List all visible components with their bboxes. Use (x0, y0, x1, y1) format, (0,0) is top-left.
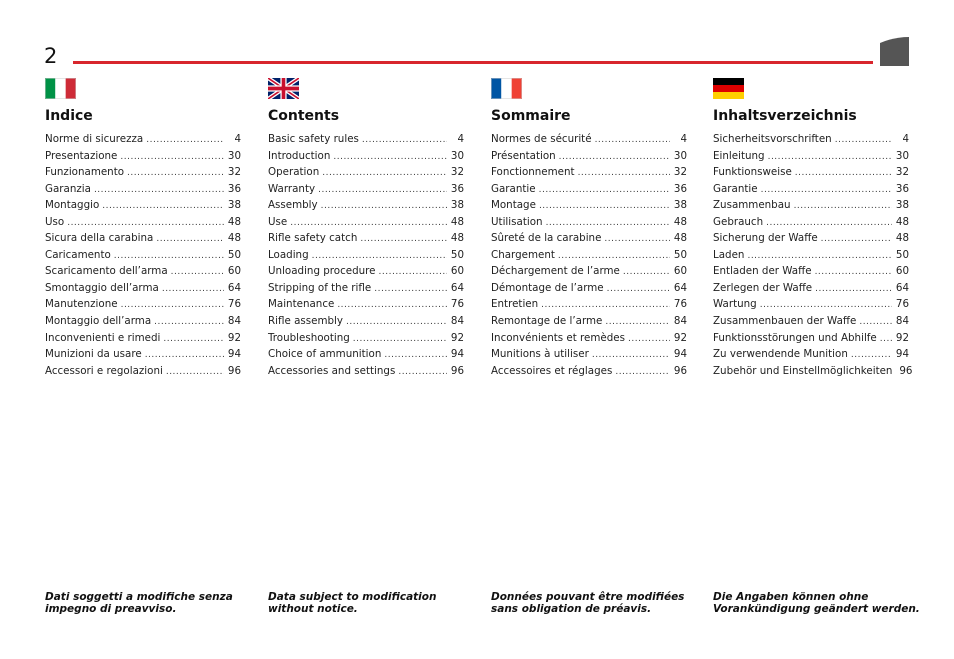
toc-dot-leader (766, 218, 892, 228)
toc-entry (491, 332, 687, 349)
toc-entry (491, 265, 687, 282)
toc-entry-page: 48 (450, 215, 464, 228)
toc-entry-title: Smontaggio dell’arma (45, 281, 159, 294)
toc-entry-page: 38 (673, 199, 687, 212)
toc-entry-page: 84 (450, 315, 464, 328)
toc-list (713, 133, 913, 381)
toc-entry-page: 76 (673, 298, 687, 311)
toc-entry (713, 166, 909, 183)
toc-entry-title: Montage (491, 199, 536, 212)
disclaimer-note-italian: Dati soggetti a modifiche senza impegno di preavviso. (45, 591, 233, 615)
toc-dot-leader (815, 267, 892, 277)
toc-entry (491, 348, 687, 365)
toc-entry-page: 30 (895, 149, 909, 162)
toc-entry-title: Zusammenbauen der Waffe (713, 315, 857, 328)
toc-dot-leader (333, 152, 447, 162)
toc-dot-leader (539, 201, 670, 211)
toc-entry (45, 249, 241, 266)
toc-dot-leader (94, 185, 224, 195)
toc-entry-page: 92 (895, 331, 909, 344)
toc-entry (45, 199, 241, 216)
toc-entry-title: Use (268, 215, 288, 228)
toc-entry (491, 232, 687, 249)
toc-entry-page: 50 (895, 248, 909, 261)
toc-entry (713, 199, 909, 216)
toc-entry-title: Accessoires et réglages (491, 364, 613, 377)
toc-dot-leader (102, 201, 224, 211)
toc-entry-title: Norme di sicurezza (45, 133, 144, 145)
toc-entry-page: 64 (895, 281, 909, 294)
toc-heading: Sommaire (491, 108, 571, 124)
toc-entry-title: Montaggio (45, 199, 100, 212)
toc-dot-leader (398, 367, 447, 377)
toc-dot-leader (578, 168, 670, 178)
toc-entry-title: Zerlegen der Waffe (713, 281, 813, 294)
toc-entry-page: 94 (673, 348, 687, 361)
toc-entry-title: Operation (268, 166, 320, 179)
toc-dot-leader (156, 234, 224, 244)
toc-dot-leader (760, 300, 892, 310)
toc-entry-page: 38 (450, 199, 464, 212)
toc-entry-title: Zu verwendende Munition (713, 348, 848, 361)
page-number: 2 (44, 44, 58, 68)
toc-entry (491, 166, 687, 183)
toc-entry (713, 265, 909, 282)
toc-entry-title: Remontage de l’arme (491, 315, 603, 328)
toc-entry-title: Accessori e regolazioni (45, 364, 163, 377)
toc-entry-page: 38 (227, 199, 241, 212)
toc-dot-leader (592, 350, 670, 360)
toc-dot-leader (171, 267, 224, 277)
uk-flag-icon (268, 78, 299, 99)
toc-entry-page: 36 (227, 182, 241, 195)
toc-dot-leader (546, 218, 670, 228)
toc-dot-leader (795, 168, 892, 178)
toc-entry (491, 199, 687, 216)
toc-entry-page: 30 (673, 149, 687, 162)
toc-entry-title: Garanzia (45, 182, 91, 195)
germany-flag-icon (713, 78, 744, 99)
toc-column-french (491, 78, 687, 381)
toc-entry-title: Gebrauch (713, 215, 764, 228)
toc-entry-title: Stripping of the rifle (268, 281, 372, 294)
toc-dot-leader (821, 234, 892, 244)
corner-tab-icon (880, 37, 909, 66)
toc-entry-title: Garantie (713, 182, 758, 195)
toc-entry-title: Funktionsweise (713, 166, 792, 179)
toc-dot-leader (145, 350, 224, 360)
toc-dot-leader (67, 218, 224, 228)
toc-entry (491, 282, 687, 299)
toc-entry-page: 50 (227, 248, 241, 261)
toc-column-german (713, 78, 913, 381)
toc-entry-title: Troubleshooting (268, 331, 350, 344)
toc-entry (491, 216, 687, 233)
toc-entry (491, 150, 687, 167)
toc-entry-page: 92 (673, 331, 687, 344)
toc-entry-title: Manutenzione (45, 298, 118, 311)
toc-entry (45, 365, 241, 382)
toc-entry (713, 232, 909, 249)
toc-entry (713, 332, 909, 349)
toc-entry-title: Basic safety rules (268, 133, 359, 145)
toc-entry-page: 64 (227, 281, 241, 294)
toc-dot-leader (747, 251, 892, 261)
toc-entry-title: Démontage de l’arme (491, 281, 604, 294)
toc-entry-page: 30 (450, 149, 464, 162)
toc-dot-leader (346, 317, 447, 327)
toc-entry-page: 48 (227, 232, 241, 245)
toc-entry (491, 183, 687, 200)
toc-entry-title: Fonctionnement (491, 166, 575, 179)
toc-entry (268, 298, 464, 315)
toc-entry-title: Wartung (713, 298, 757, 311)
toc-entry-title: Zubehör und Einstellmöglichkeiten (713, 364, 893, 377)
toc-entry-page: 84 (227, 315, 241, 328)
toc-entry-page: 96 (899, 364, 913, 377)
toc-entry-title: Rifle assembly (268, 315, 344, 328)
toc-entry-page: 76 (227, 298, 241, 311)
toc-dot-leader (607, 284, 670, 294)
toc-entry-page: 50 (450, 248, 464, 261)
toc-entry (268, 332, 464, 349)
toc-column-english (268, 78, 464, 381)
toc-entry-page: 48 (227, 215, 241, 228)
toc-list (45, 133, 241, 381)
toc-entry (45, 216, 241, 233)
toc-entry-page: 60 (895, 265, 909, 278)
toc-entry (268, 315, 464, 332)
toc-entry-page: 36 (895, 182, 909, 195)
toc-entry-title: Entladen der Waffe (713, 265, 812, 278)
toc-entry-page: 48 (673, 215, 687, 228)
toc-dot-leader (121, 300, 224, 310)
toc-entry (45, 133, 241, 150)
toc-entry-page: 92 (227, 331, 241, 344)
toc-entry (45, 150, 241, 167)
toc-dot-leader (322, 168, 447, 178)
toc-entry-title: Sicura della carabina (45, 232, 154, 245)
toc-entry-title: Munizioni da usare (45, 348, 142, 361)
toc-entry-page: 32 (450, 166, 464, 179)
toc-dot-leader (384, 350, 447, 360)
toc-dot-leader (539, 185, 670, 195)
toc-dot-leader (761, 185, 892, 195)
toc-entry-page: 96 (673, 364, 687, 377)
toc-entry (268, 365, 464, 382)
toc-entry-title: Normes de sécurité (491, 133, 592, 145)
toc-entry-page: 94 (450, 348, 464, 361)
toc-entry (45, 183, 241, 200)
toc-dot-leader (337, 300, 447, 310)
toc-dot-leader (120, 152, 224, 162)
toc-dot-leader (859, 317, 892, 327)
toc-entry-page: 4 (457, 133, 464, 145)
toc-entry (45, 232, 241, 249)
toc-entry-title: Loading (268, 248, 309, 261)
toc-entry (45, 265, 241, 282)
toc-dot-leader (595, 135, 670, 145)
disclaimer-note-english: Data subject to modification without notice. (268, 591, 437, 615)
toc-dot-leader (768, 152, 892, 162)
toc-dot-leader (162, 284, 224, 294)
toc-entry-page: 84 (895, 315, 909, 328)
toc-dot-leader (362, 135, 447, 145)
toc-entry-page: 36 (450, 182, 464, 195)
toc-entry-page: 48 (450, 232, 464, 245)
toc-entry-page: 32 (227, 166, 241, 179)
toc-entry-page: 76 (450, 298, 464, 311)
toc-entry (491, 365, 687, 382)
toc-dot-leader (604, 234, 670, 244)
toc-entry-title: Choice of ammunition (268, 348, 382, 361)
toc-dot-leader (321, 201, 447, 211)
toc-entry-title: Inconvenienti e rimedi (45, 331, 161, 344)
toc-entry-title: Rifle safety catch (268, 232, 358, 245)
toc-entry (713, 364, 913, 382)
toc-dot-leader (290, 218, 447, 228)
toc-heading: Indice (45, 108, 93, 124)
toc-entry (268, 199, 464, 216)
toc-dot-leader (127, 168, 224, 178)
toc-dot-leader (815, 284, 892, 294)
toc-dot-leader (880, 334, 892, 344)
toc-entry-title: Funktionsstörungen und Abhilfe (713, 331, 877, 344)
toc-entry-title: Unloading procedure (268, 265, 376, 278)
toc-entry (491, 315, 687, 332)
toc-entry-title: Accessories and settings (268, 364, 396, 377)
toc-entry-page: 48 (673, 232, 687, 245)
toc-entry-page: 60 (450, 265, 464, 278)
toc-entry-page: 50 (673, 248, 687, 261)
toc-dot-leader (379, 267, 447, 277)
toc-entry-title: Laden (713, 248, 745, 261)
toc-entry-page: 60 (227, 265, 241, 278)
toc-dot-leader (794, 201, 892, 211)
toc-dot-leader (374, 284, 447, 294)
toc-entry (268, 150, 464, 167)
toc-entry (713, 133, 909, 150)
toc-entry (713, 216, 909, 233)
toc-entry-title: Uso (45, 215, 65, 228)
toc-entry-title: Munitions à utiliser (491, 348, 589, 361)
toc-dot-leader (835, 135, 892, 145)
toc-entry-page: 84 (673, 315, 687, 328)
toc-entry-page: 30 (227, 149, 241, 162)
toc-entry-title: Funzionamento (45, 166, 125, 179)
toc-entry (268, 265, 464, 282)
disclaimer-note-german: Die Angaben können ohne Vorankündigung geändert werden. (713, 591, 920, 615)
disclaimer-note-french: Données pouvant être modifiées sans obligation de préavis. (491, 591, 685, 615)
toc-entry-page: 92 (450, 331, 464, 344)
toc-entry-title: Scaricamento dell’arma (45, 265, 168, 278)
toc-entry (268, 133, 464, 150)
toc-entry (713, 150, 909, 167)
toc-entry-title: Assembly (268, 199, 318, 212)
toc-dot-leader (163, 334, 224, 344)
toc-dot-leader (166, 367, 224, 377)
toc-entry (713, 315, 909, 332)
toc-entry-title: Inconvénients et remèdes (491, 331, 625, 344)
toc-entry (268, 183, 464, 200)
toc-heading: Inhaltsverzeichnis (713, 108, 857, 124)
toc-entry-title: Zusammenbau (713, 199, 791, 212)
toc-dot-leader (615, 367, 670, 377)
toc-entry (268, 232, 464, 249)
toc-dot-leader (360, 234, 447, 244)
toc-entry (45, 315, 241, 332)
toc-dot-leader (623, 267, 670, 277)
toc-heading: Contents (268, 108, 340, 124)
toc-entry (268, 216, 464, 233)
toc-entry-title: Caricamento (45, 248, 111, 261)
toc-entry-title: Presentazione (45, 149, 118, 162)
toc-entry (45, 298, 241, 315)
toc-entry-title: Présentation (491, 149, 556, 162)
toc-entry (268, 348, 464, 365)
toc-entry-page: 94 (227, 348, 241, 361)
france-flag-icon (491, 78, 522, 99)
toc-entry-page: 32 (673, 166, 687, 179)
toc-entry (491, 249, 687, 266)
toc-entry-page: 60 (673, 265, 687, 278)
toc-column-italian (45, 78, 241, 381)
toc-entry-title: Sicherung der Waffe (713, 232, 818, 245)
toc-entry-title: Warranty (268, 182, 316, 195)
toc-entry-title: Montaggio dell’arma (45, 315, 152, 328)
toc-entry-title: Introduction (268, 149, 331, 162)
toc-entry (268, 166, 464, 183)
header-rule (73, 61, 873, 64)
toc-dot-leader (146, 135, 224, 145)
toc-entry-page: 48 (895, 215, 909, 228)
toc-entry-page: 36 (673, 182, 687, 195)
toc-dot-leader (318, 185, 447, 195)
toc-entry-page: 76 (895, 298, 909, 311)
toc-entry (45, 332, 241, 349)
toc-entry (45, 166, 241, 183)
toc-entry (713, 348, 909, 365)
toc-entry-page: 64 (673, 281, 687, 294)
toc-entry-title: Garantie (491, 182, 536, 195)
toc-dot-leader (628, 334, 670, 344)
toc-entry-title: Sicherheitsvorschriften (713, 133, 832, 145)
toc-list (268, 133, 464, 381)
toc-entry (268, 249, 464, 266)
toc-dot-leader (541, 300, 670, 310)
toc-entry-title: Maintenance (268, 298, 335, 311)
toc-entry-page: 96 (450, 364, 464, 377)
toc-entry-title: Sûreté de la carabine (491, 232, 602, 245)
toc-entry-page: 38 (895, 199, 909, 212)
toc-dot-leader (353, 334, 447, 344)
toc-entry-page: 96 (227, 364, 241, 377)
toc-dot-leader (851, 350, 892, 360)
toc-entry (491, 133, 687, 150)
toc-entry-title: Utilisation (491, 215, 543, 228)
toc-entry (713, 183, 909, 200)
toc-entry-page: 4 (680, 133, 687, 145)
toc-entry-title: Déchargement de l’arme (491, 265, 620, 278)
toc-entry-title: Entretien (491, 298, 539, 311)
toc-entry (713, 282, 909, 299)
italy-flag-icon (45, 78, 76, 99)
toc-dot-leader (312, 251, 447, 261)
toc-entry (491, 298, 687, 315)
toc-entry-page: 64 (450, 281, 464, 294)
toc-dot-leader (114, 251, 224, 261)
toc-entry-page: 4 (902, 133, 909, 145)
toc-entry (713, 298, 909, 315)
toc-dot-leader (558, 251, 670, 261)
toc-entry (45, 348, 241, 365)
toc-entry (713, 249, 909, 266)
toc-entry-page: 48 (895, 232, 909, 245)
toc-dot-leader (154, 317, 224, 327)
toc-entry-page: 94 (895, 348, 909, 361)
toc-entry (45, 282, 241, 299)
toc-entry-title: Chargement (491, 248, 555, 261)
toc-dot-leader (605, 317, 670, 327)
toc-entry-title: Einleitung (713, 149, 765, 162)
toc-entry (268, 282, 464, 299)
toc-list (491, 133, 687, 381)
toc-entry-page: 4 (234, 133, 241, 145)
toc-dot-leader (559, 152, 670, 162)
toc-entry-page: 32 (895, 166, 909, 179)
